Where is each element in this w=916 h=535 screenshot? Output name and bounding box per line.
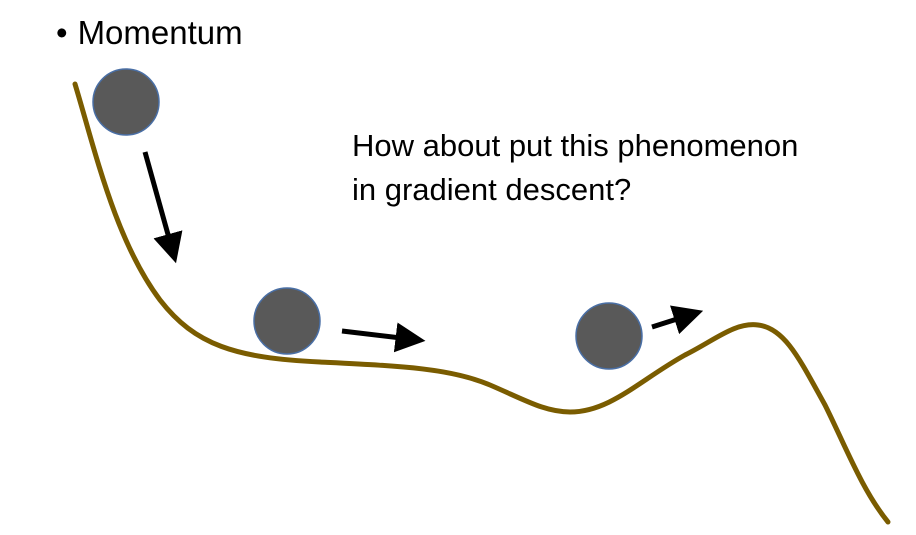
bullet-dot: •: [56, 14, 68, 51]
question-line-1: How about put this phenomenon: [352, 128, 799, 163]
momentum-arrow-icon: [342, 331, 418, 340]
loss-curve: [75, 84, 888, 522]
momentum-arrow-icon: [145, 152, 174, 256]
ball-icon: [576, 303, 642, 369]
ball-icon: [254, 288, 320, 354]
bullet-text: Momentum: [77, 14, 243, 51]
ball-icon: [93, 69, 159, 135]
question-line-2: in gradient descent?: [352, 172, 632, 207]
momentum-arrow-icon: [652, 313, 696, 327]
